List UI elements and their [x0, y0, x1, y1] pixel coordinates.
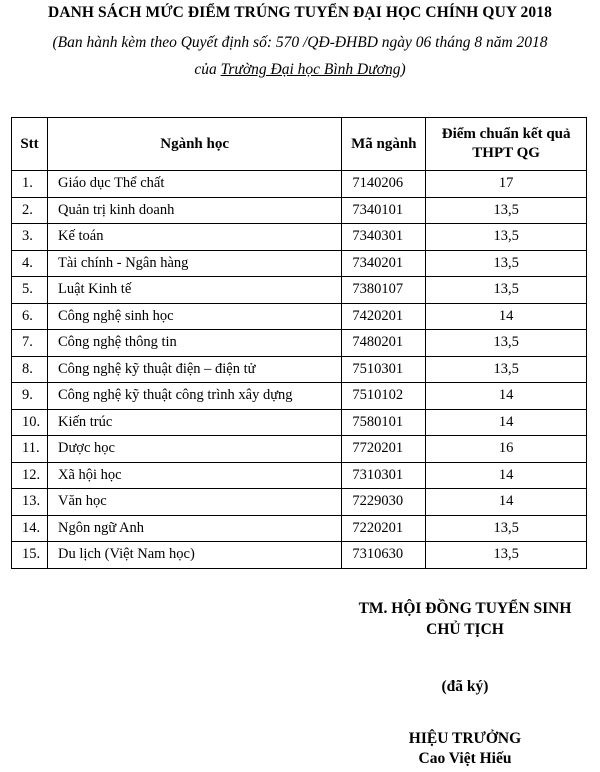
- subtitle-line-1: (Ban hành kèm theo Quyết định số: 570 /QĐ-ĐHBD ngày 06 tháng 8 năm 2018: [52, 34, 548, 51]
- row-major: Kiến trúc: [47, 409, 341, 436]
- table-row: [12, 462, 587, 489]
- row-stt: 10.: [12, 409, 48, 436]
- table-row: [12, 303, 587, 330]
- row-major: Dược học: [47, 436, 341, 463]
- row-score: 14: [426, 489, 587, 516]
- table-row: [12, 515, 587, 542]
- row-major: Công nghệ thông tin: [47, 330, 341, 357]
- header-major: Ngành học: [47, 118, 341, 171]
- row-code: 7380107: [342, 277, 426, 304]
- row-major: Văn học: [47, 489, 341, 516]
- table-row: [12, 489, 587, 516]
- table-row: [12, 383, 587, 410]
- table-row: [12, 436, 587, 463]
- row-major: Công nghệ sinh học: [47, 303, 341, 330]
- signature-position: HIỆU TRƯỞNG: [408, 730, 522, 747]
- header-code: Mã ngành: [342, 118, 426, 171]
- row-major: Giáo dục Thể chất: [47, 171, 341, 198]
- row-stt: 8.: [12, 356, 48, 383]
- row-major: Công nghệ kỹ thuật công trình xây dựng: [47, 383, 341, 410]
- row-major: Kế toán: [47, 224, 341, 251]
- row-major: Du lịch (Việt Nam học): [47, 542, 341, 569]
- row-code: 7720201: [342, 436, 426, 463]
- row-stt: 13.: [12, 489, 48, 516]
- row-major: Xã hội học: [47, 462, 341, 489]
- row-stt: 15.: [12, 542, 48, 569]
- row-score: 13,5: [426, 224, 587, 251]
- table-row: [12, 224, 587, 251]
- row-code: 7220201: [342, 515, 426, 542]
- subtitle-suffix: ): [400, 61, 406, 78]
- signature-signed: (đã ký): [441, 678, 489, 695]
- row-score: 17: [426, 171, 587, 198]
- row-score: 13,5: [426, 277, 587, 304]
- row-score: 14: [426, 303, 587, 330]
- table-row: [12, 171, 587, 198]
- row-score: 13,5: [426, 250, 587, 277]
- row-code: 7229030: [342, 489, 426, 516]
- university-name: Trường Đại học Bình Dương: [220, 61, 401, 78]
- row-stt: 6.: [12, 303, 48, 330]
- table-row: [12, 542, 587, 569]
- table-header-row: [12, 118, 587, 171]
- row-code: 7340301: [342, 224, 426, 251]
- table-row: [12, 277, 587, 304]
- table-row: [12, 330, 587, 357]
- document-title: DANH SÁCH MỨC ĐIỂM TRÚNG TUYỂN ĐẠI HỌC CHÍNH QUY 2018: [48, 4, 552, 21]
- header-score-line-1: Điểm chuẩn kết quả: [441, 126, 571, 142]
- row-stt: 14.: [12, 515, 48, 542]
- row-major: Luật Kinh tế: [47, 277, 341, 304]
- subtitle-line-2: [0, 56, 600, 83]
- table-row: [12, 250, 587, 277]
- row-score: 13,5: [426, 197, 587, 224]
- admission-scores-table: [11, 117, 587, 569]
- row-code: 7420201: [342, 303, 426, 330]
- row-major: Quản trị kinh doanh: [47, 197, 341, 224]
- row-score: 16: [426, 436, 587, 463]
- row-code: 7310630: [342, 542, 426, 569]
- row-code: 7310301: [342, 462, 426, 489]
- row-code: 7510102: [342, 383, 426, 410]
- row-stt: 12.: [12, 462, 48, 489]
- row-code: 7140206: [342, 171, 426, 198]
- header-stt: Stt: [12, 118, 48, 171]
- row-stt: 7.: [12, 330, 48, 357]
- row-score: 13,5: [426, 542, 587, 569]
- row-stt: 1.: [12, 171, 48, 198]
- row-code: 7580101: [342, 409, 426, 436]
- signature-name: Cao Việt Hiếu: [418, 750, 512, 767]
- row-score: 14: [426, 462, 587, 489]
- header-score: [426, 118, 587, 171]
- row-code: 7480201: [342, 330, 426, 357]
- signature-org: TM. HỘI ĐỒNG TUYỂN SINH: [358, 600, 572, 617]
- table-row: [12, 197, 587, 224]
- row-score: 13,5: [426, 356, 587, 383]
- row-stt: 2.: [12, 197, 48, 224]
- row-code: 7510301: [342, 356, 426, 383]
- row-stt: 4.: [12, 250, 48, 277]
- row-code: 7340201: [342, 250, 426, 277]
- row-major: Ngôn ngữ Anh: [47, 515, 341, 542]
- subtitle-prefix: của: [194, 61, 221, 78]
- row-score: 14: [426, 409, 587, 436]
- row-major: Công nghệ kỹ thuật điện – điện tử: [47, 356, 341, 383]
- row-score: 13,5: [426, 515, 587, 542]
- signature-role: CHỦ TỊCH: [426, 621, 504, 638]
- row-major: Tài chính - Ngân hàng: [47, 250, 341, 277]
- row-score: 14: [426, 383, 587, 410]
- document-subtitle: [0, 29, 600, 83]
- row-stt: 5.: [12, 277, 48, 304]
- row-score: 13,5: [426, 330, 587, 357]
- row-stt: 11.: [12, 436, 48, 463]
- row-stt: 3.: [12, 224, 48, 251]
- row-stt: 9.: [12, 383, 48, 410]
- header-score-line-2: THPT QG: [472, 145, 540, 161]
- table-row: [12, 356, 587, 383]
- row-code: 7340101: [342, 197, 426, 224]
- table-row: [12, 409, 587, 436]
